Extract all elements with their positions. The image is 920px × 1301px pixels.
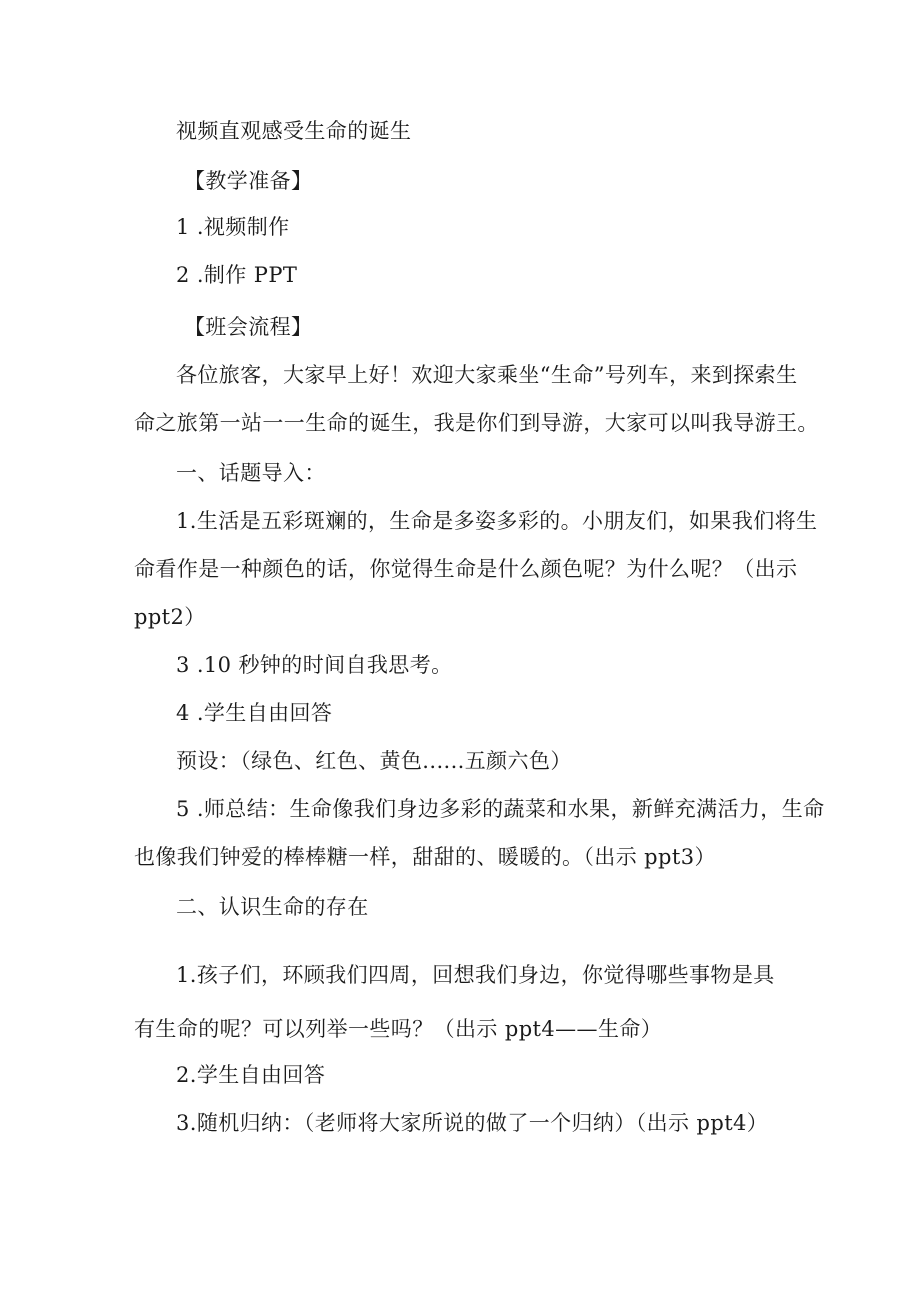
- paragraph-line: 5 .师总结：生命像我们身边多彩的蔬菜和水果，新鲜充满活力，生命: [176, 797, 825, 821]
- list-item: 4 .学生自由回答: [176, 701, 333, 725]
- paragraph-line: 1.生活是五彩斑斓的，生命是多姿多彩的。小朋友们，如果我们将生: [176, 509, 818, 533]
- paragraph-line: 命之旅第一站一一生命的诞生，我是你们到导游，大家可以叫我导游王。: [134, 411, 819, 435]
- paragraph-line: 命看作是一种颜色的话，你觉得生命是什么颜色呢？为什么呢？（出示: [134, 557, 798, 581]
- paragraph-line: ppt2）: [134, 605, 206, 629]
- list-item: 2.学生自由回答: [176, 1063, 326, 1087]
- paragraph-line: 也像我们钟爱的棒棒糖一样，甜甜的、暖暖的。（出示 ppt3）: [134, 845, 716, 869]
- doc-line-1: 视频直观感受生命的诞生: [176, 119, 412, 143]
- paragraph-line: 预设：（绿色、红色、黄色......五颜六色）: [176, 749, 572, 773]
- section-heading-existence: 二、认识生命的存在: [176, 895, 369, 919]
- list-item: 1 .视频制作: [176, 215, 290, 239]
- list-item: 3 .10 秒钟的时间自我思考。: [176, 653, 453, 677]
- section-heading-intro: 一、话题导入：: [176, 461, 326, 485]
- paragraph-line: 各位旅客，大家早上好！欢迎大家乘坐“生命”号列车，来到探索生: [176, 363, 798, 387]
- section-heading-process: 【班会流程】: [184, 315, 313, 339]
- paragraph-line: 1.孩子们，环顾我们四周，回想我们身边，你觉得哪些事物是具: [176, 963, 775, 987]
- section-heading-preparation: 【教学准备】: [184, 169, 313, 193]
- paragraph-line: 有生命的呢？可以列举一些吗？（出示 ppt4——生命）: [134, 1017, 663, 1041]
- list-item: 3.随机归纳：（老师将大家所说的做了一个归纳）（出示 ppt4）: [176, 1111, 769, 1135]
- list-item: 2 .制作 PPT: [176, 263, 298, 287]
